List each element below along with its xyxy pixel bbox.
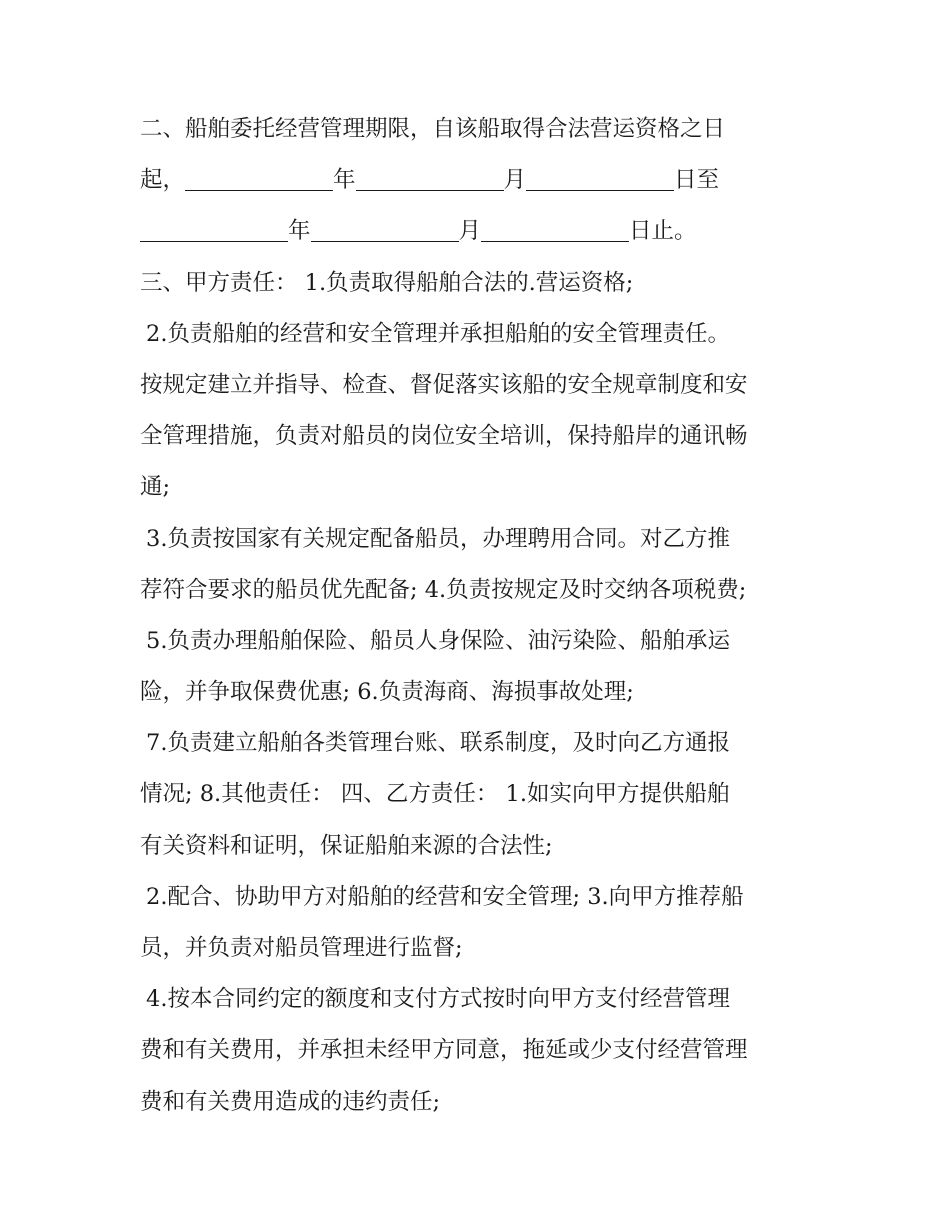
paragraph-line: 通;: [140, 474, 171, 501]
paragraph-line: 全管理措施，负责对船员的岗位安全培训，保持船岸的通讯畅: [140, 423, 748, 450]
fill-blank-start-year[interactable]: [185, 168, 333, 191]
paragraph-line: 3.负责按国家有关规定配备船员，办理聘用合同。对乙方推: [146, 525, 730, 552]
text-segment: 日至: [674, 167, 720, 194]
paragraph-line: 7.负责建立船舶各类管理台账、联系制度，及时向乙方通报: [146, 730, 730, 757]
text-segment: 月: [458, 218, 482, 245]
text-segment: 月: [503, 167, 527, 194]
text-segment: 日止。: [629, 218, 697, 245]
paragraph-line: 按规定建立并指导、检查、督促落实该船的安全规章制度和安: [140, 371, 748, 398]
paragraph-line: 4.按本合同约定的额度和支付方式按时向甲方支付经营管理: [146, 986, 730, 1013]
date-range-line-end: [140, 206, 820, 257]
paragraph-line: 2.配合、协助甲方对船舶的经营和安全管理; 3.向甲方推荐船: [146, 883, 744, 910]
date-range-line-start: [140, 155, 820, 206]
contract-text: [140, 104, 820, 1128]
paragraph-line: 5.负责办理船舶保险、船员人身保险、油污染险、船舶承运: [146, 627, 730, 654]
fill-blank-start-day[interactable]: [526, 168, 674, 191]
fill-blank-end-day[interactable]: [481, 219, 629, 242]
paragraph-line: 二、船舶委托经营管理期限，自该船取得合法营运资格之日: [140, 116, 726, 142]
paragraph-line: 三、甲方责任： 1.负责取得船舶合法的.营运资格;: [140, 269, 634, 296]
fill-blank-end-year[interactable]: [140, 219, 288, 242]
fill-blank-end-month[interactable]: [311, 219, 459, 242]
paragraph-line: 荐符合要求的船员优先配备; 4.负责按规定及时交纳各项税费;: [140, 576, 747, 603]
paragraph-line: 险，并争取保费优惠; 6.负责海商、海损事故处理;: [140, 679, 634, 706]
paragraph-line: 情况; 8.其他责任： 四、乙方责任： 1.如实向甲方提供船舶: [140, 781, 730, 808]
paragraph-line: 费和有关费用，并承担未经甲方同意，拖延或少支付经营管理: [140, 1037, 748, 1064]
text-segment: 年: [288, 218, 311, 245]
text-segment: 年: [333, 167, 356, 194]
paragraph-line: 2.负责船舶的经营和安全管理并承担船舶的安全管理责任。: [146, 320, 730, 347]
fill-blank-start-month[interactable]: [356, 168, 504, 191]
paragraph-line: 费和有关费用造成的违约责任;: [140, 1088, 441, 1115]
paragraph-line: 员，并负责对船员管理进行监督;: [140, 935, 463, 961]
text-segment: 起，: [140, 167, 186, 194]
paragraph-line: 有关资料和证明，保证船舶来源的合法性;: [140, 832, 553, 859]
